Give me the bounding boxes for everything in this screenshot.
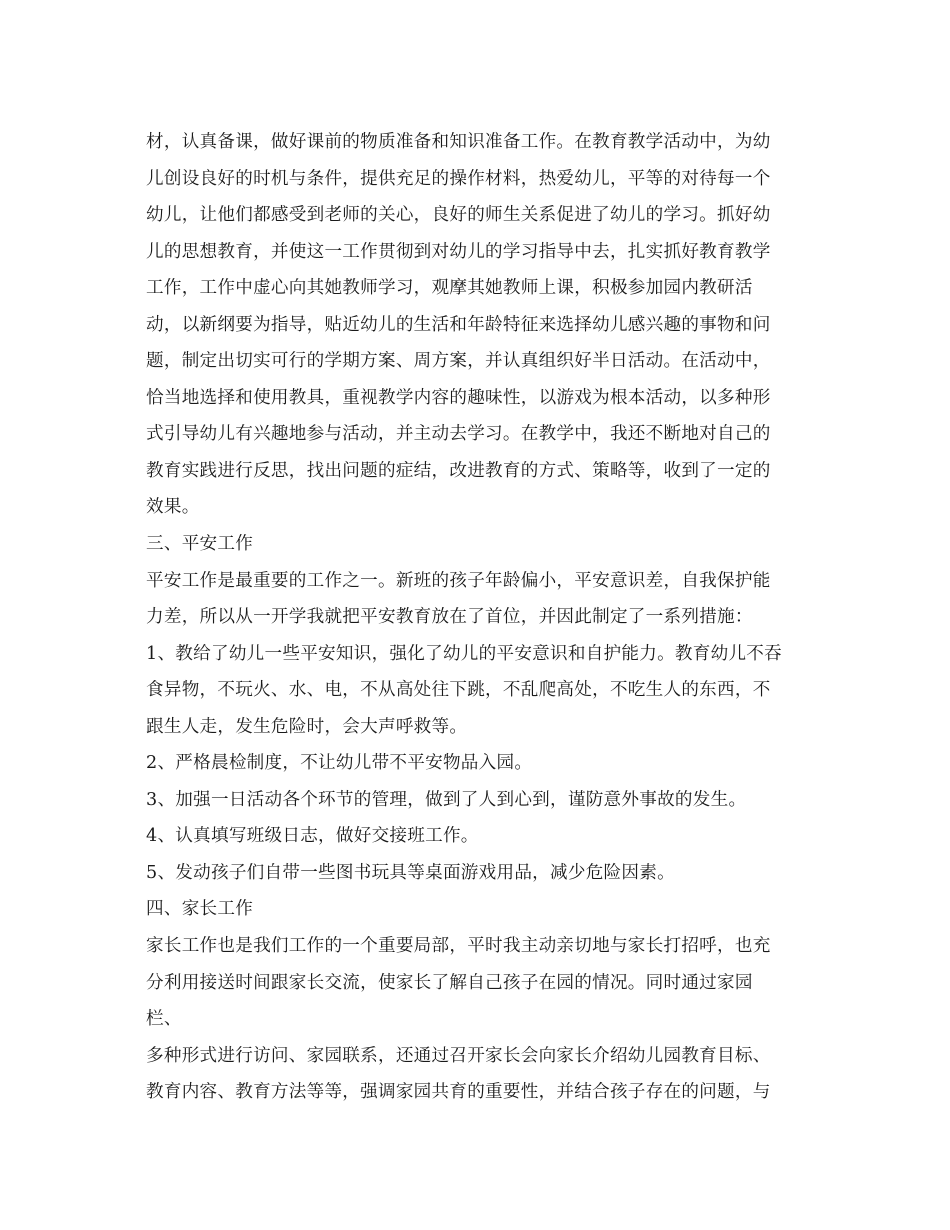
- text-line: 动，以新纲要为指导，贴近幼儿的生活和年龄特征来选择幼儿感兴趣的事物和问: [146, 314, 771, 335]
- text-line: 跟生人走，发生危险时，会大声呼救等。: [146, 716, 468, 737]
- list-item: 5、发动孩子们自带一些图书玩具等桌面游戏用品，减少危险因素。: [146, 862, 675, 883]
- text-line: 儿创设良好的时机与条件，提供充足的操作材料，热爱幼儿，平等的对待每一个: [146, 168, 771, 189]
- text-line: 食异物，不玩火、水、电，不从高处往下跳，不乱爬高处，不吃生人的东西，不: [146, 680, 771, 701]
- text-line: 恰当地选择和使用教具，重视教学内容的趣味性，以游戏为根本活动，以多种形: [146, 387, 771, 408]
- text-line: 题，制定出切实可行的学期方案、周方案，并认真组织好半日活动。在活动中，: [146, 351, 771, 372]
- text-line: 教育内容、教育方法等等，强调家园共育的重要性，并结合孩子存在的问题，与: [146, 1082, 771, 1103]
- section-heading: 三、平安工作: [146, 534, 254, 555]
- list-item: 3、加强一日活动各个环节的管理，做到了人到心到，谨防意外事故的发生。: [146, 789, 747, 810]
- text-line: 效果。: [146, 497, 200, 518]
- text-line: 材，认真备课，做好课前的物质准备和知识准备工作。在教育教学活动中，为幼: [146, 132, 771, 152]
- text-line: 家长工作也是我们工作的一个重要局部，平时我主动亲切地与家长打招呼，也充: [146, 936, 771, 957]
- text-line: 儿的思想教育，并使这一工作贯彻到对幼儿的学习指导中去，扎实抓好教育教学: [146, 241, 771, 262]
- text-line: 式引导幼儿有兴趣地参与活动，并主动去学习。在教学中，我还不断地对自己的: [146, 424, 771, 445]
- text-line: 工作，工作中虚心向其她教师学习，观摩其她教师上课，积极参加园内教研活: [146, 278, 753, 299]
- list-item: 4、认真填写班级日志，做好交接班工作。: [146, 826, 479, 847]
- list-item: 2、严格晨检制度，不让幼儿带不平安物品入园。: [146, 753, 533, 774]
- text-line: 多种形式进行访问、家园联系，还通过召开家长会向家长介绍幼儿园教育目标、: [146, 1045, 771, 1066]
- document-body: [146, 124, 826, 1111]
- text-line: 栏、: [146, 1009, 182, 1030]
- text-line: 幼儿，让他们都感受到老师的关心，良好的师生关系促进了幼儿的学习。抓好幼: [146, 205, 771, 226]
- text-line: 教育实践进行反思，找出问题的症结，改进教育的方式、策略等，收到了一定的: [146, 460, 771, 481]
- list-item: 1、教给了幼儿一些平安知识，强化了幼儿的平安意识和自护能力。教育幼儿不吞: [146, 643, 782, 664]
- section-heading: 四、家长工作: [146, 899, 254, 920]
- text-line: 分利用接送时间跟家长交流，使家长了解自己孩子在园的情况。同时通过家园: [146, 972, 753, 993]
- text-line: 平安工作是最重要的工作之一。新班的孩子年龄偏小，平安意识差，自我保护能: [146, 570, 771, 591]
- text-line: 力差，所以从一开学我就把平安教育放在了首位，并因此制定了一系列措施：: [146, 607, 753, 628]
